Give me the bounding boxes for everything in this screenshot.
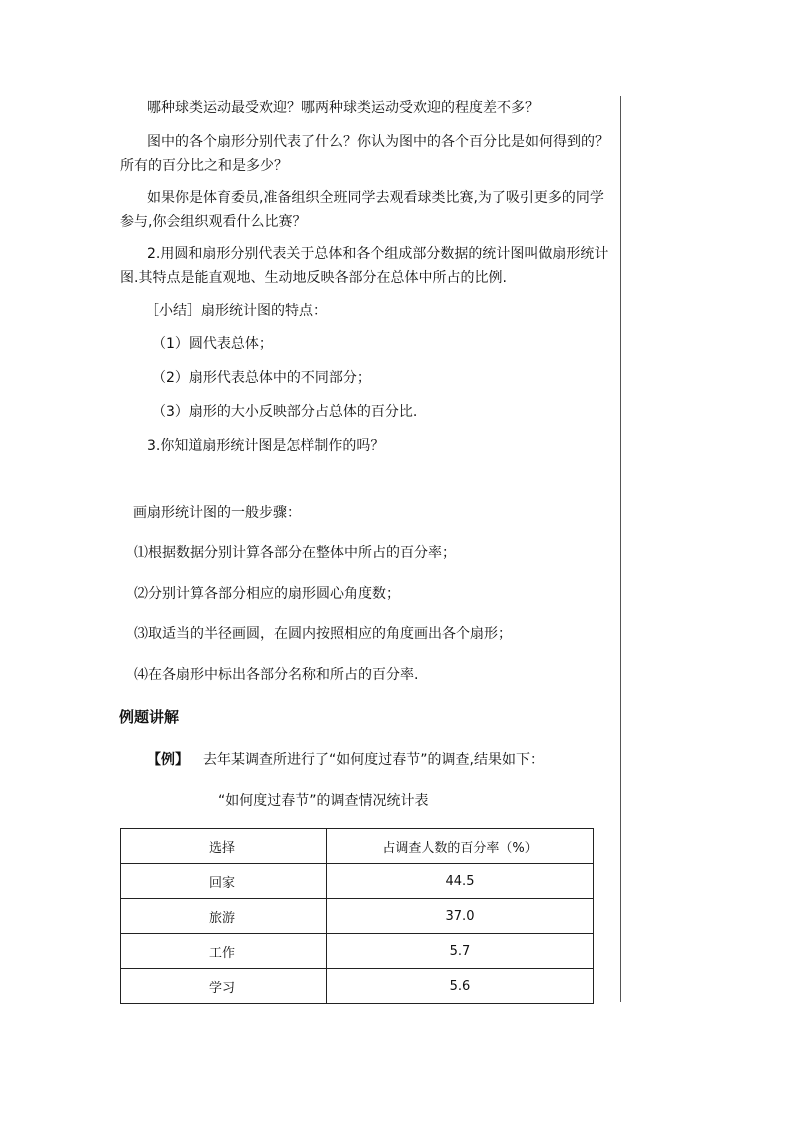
- table-row: [121, 899, 594, 934]
- summary-item: （2）扇形代表总体中的不同部分；: [152, 370, 371, 386]
- example-line: [147, 748, 544, 772]
- table-header-percent: 占调查人数的百分率（%）: [327, 829, 594, 864]
- table-cell-choice: 学习: [121, 969, 327, 1004]
- table-cell-choice: 工作: [121, 934, 327, 969]
- step-item: ⑴根据数据分别计算各部分在整体中所占的百分率；: [134, 545, 456, 561]
- summary-item: （1）圆代表总体；: [152, 336, 273, 352]
- table-header-row: [121, 829, 594, 864]
- table-caption: “如何度过春节”的调查情况统计表: [218, 793, 429, 809]
- section-heading: 例题讲解: [119, 708, 180, 726]
- table-cell-percent: 37.0: [327, 899, 594, 934]
- definition-paragraph: 2.用圆和扇形分别代表关于总体和各个组成部分数据的统计图叫做扇形统计: [147, 246, 609, 262]
- steps-title: 画扇形统计图的一般步骤：: [133, 505, 301, 521]
- question-paragraph: 如果你是体育委员,准备组织全班同学去观看球类比赛,为了吸引更多的同学: [147, 190, 604, 206]
- summary-item: （3）扇形的大小反映部分占总体的百分比.: [152, 404, 418, 420]
- question-paragraph: 参与,你会组织观看什么比赛？: [120, 214, 307, 230]
- example-text: 去年某调查所进行了“如何度过春节”的调查,结果如下：: [203, 752, 544, 768]
- table-header-choice: 选择: [121, 829, 327, 864]
- question-paragraph: 图中的各个扇形分别代表了什么？你认为图中的各个百分比是如何得到的？: [147, 134, 609, 150]
- table-cell-choice: 旅游: [121, 899, 327, 934]
- table-row: [121, 864, 594, 899]
- survey-table: [120, 828, 594, 1004]
- summary-title: ［小结］扇形统计图的特点：: [145, 303, 327, 319]
- right-margin-rule: [620, 96, 621, 1002]
- step-item: ⑵分别计算各部分相应的扇形圆心角度数；: [134, 586, 400, 602]
- question-paragraph: 所有的百分比之和是多少？: [120, 158, 288, 174]
- definition-paragraph: 图.其特点是能直观地、生动地反映各部分在总体中所占的比例.: [120, 270, 507, 286]
- table-cell-percent: 5.6: [327, 969, 594, 1004]
- question-3: 3.你知道扇形统计图是怎样制作的吗？: [147, 438, 385, 454]
- table-cell-choice: 回家: [121, 864, 327, 899]
- example-label: 【例】: [147, 752, 189, 768]
- table-row: [121, 934, 594, 969]
- step-item: ⑶取适当的半径画圆，在圆内按照相应的角度画出各个扇形；: [134, 626, 512, 642]
- question-paragraph: 哪种球类运动最受欢迎？哪两种球类运动受欢迎的程度差不多？: [147, 100, 539, 116]
- table-cell-percent: 44.5: [327, 864, 594, 899]
- table-row: [121, 969, 594, 1004]
- table-cell-percent: 5.7: [327, 934, 594, 969]
- step-item: ⑷在各扇形中标出各部分名称和所占的百分率.: [134, 667, 419, 683]
